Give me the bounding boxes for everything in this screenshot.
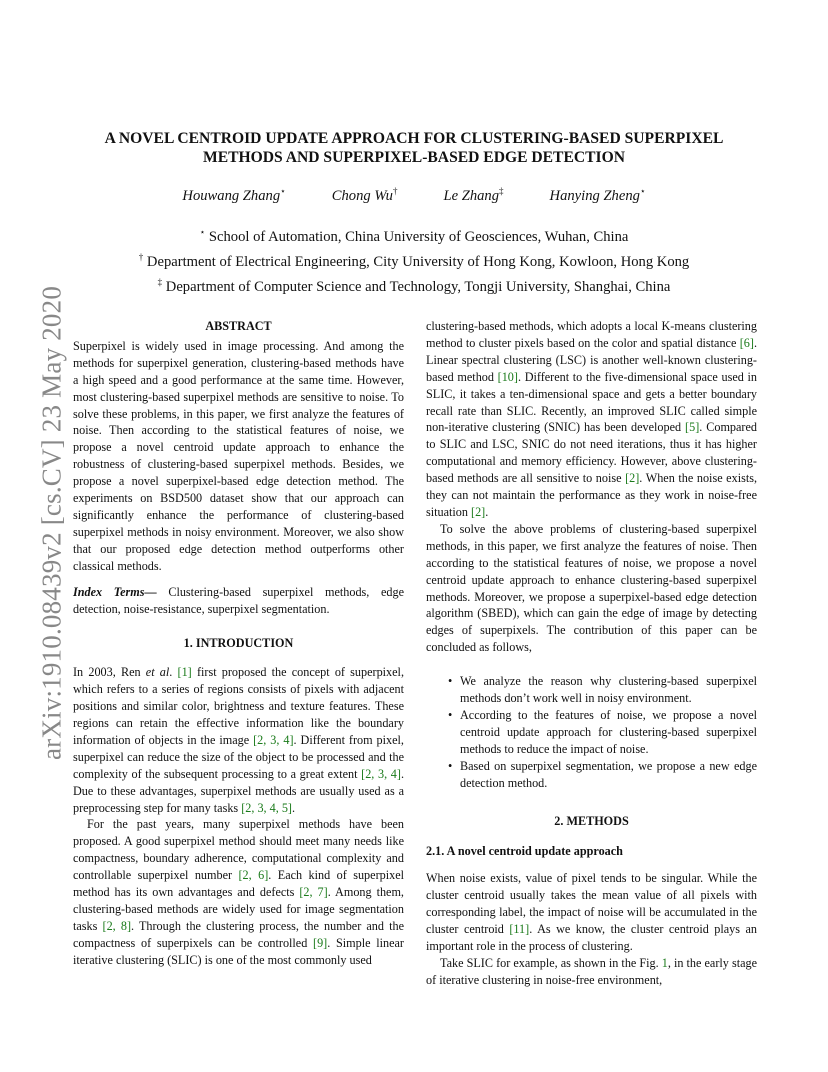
citation-link[interactable]: [2, 3, 4] — [361, 766, 401, 781]
citation-link[interactable]: [2, 3, 4, 5] — [241, 800, 292, 815]
text-run: . Each kind of superpixel method has its own advantages and defects — [73, 868, 404, 900]
affiliation-text: Department of Electrical Engineering, City University of Hong Kong, Kowloon, Hong Kong — [146, 253, 690, 270]
text-run: clustering-based methods, which adopts a local K-means clustering method to cluster pixels based on the color and spatial distance — [426, 319, 757, 350]
author — [550, 186, 646, 205]
paper-title — [60, 129, 768, 167]
intro-paragraph-2 — [73, 816, 404, 968]
index-terms — [73, 584, 404, 618]
abstract-text: Superpixel is widely used in image processing. And among the methods for superpixel generation, clustering-based methods have a high speed and a good performance at the same time. However, most clustering-based superpixel methods are sensitive to noise. To solve these problems, in this paper, we first analyze the features of noise. Then according to the statistical features of noise, we propose a novel centroid update approach to enhance the robustness of clustering-based superpixel methods. Besides, we propose a novel superpixel-based edge detection method. The experiments on BSD500 dataset show that our approach can significantly enhance the performance of clustering-based superpixel methods in noisy environment. Moreover, we also show that our proposed edge detection method outperforms other classical methods. — [73, 338, 404, 573]
text-run: . Linear spectral clustering (LSC) is another well-known clustering-based method — [426, 335, 757, 384]
author — [182, 186, 285, 205]
author-list — [60, 186, 768, 205]
text-run: . Compared to SLIC and LSC, SNIC do not need iterations, thus it has higher computational and memory efficiency. However, above clustering-based methods are all sensitive to noise — [426, 420, 757, 486]
citation-link[interactable]: [2, 3, 4] — [253, 732, 294, 747]
affiliations — [60, 222, 768, 297]
text-run: . Among them, clustering-based methods are widely used for image segmentation tasks — [73, 885, 404, 933]
citation-link[interactable]: [10] — [497, 369, 518, 384]
index-terms-text: Clustering-based superpixel methods, edge detection, noise-resistance, superpixel segmentation. — [73, 584, 404, 616]
author-mark: ⋆ — [280, 186, 286, 196]
affiliation-text: School of Automation, China University of Geosciences, Wuhan, China — [208, 228, 629, 245]
index-terms-label: Index Terms— — [73, 584, 157, 599]
affiliation — [60, 222, 768, 247]
text-run: . Through the clustering process, the number and the compactness of superpixels can be controlled — [73, 918, 404, 950]
citation-link[interactable]: [1] — [177, 665, 192, 680]
list-item: • According to the features of noise, we propose a novel centroid update approach for clustering-based superpixel methods to reduce the impact of noise. — [426, 707, 757, 758]
citation-link[interactable]: [2, 7] — [299, 885, 328, 900]
text-run: et al — [145, 665, 170, 680]
text-run: . Due to these advantages, superpixel methods are usually used as a preprocessing step for many tasks — [73, 766, 405, 815]
right-paragraph-2: To solve the above problems of clustering-based superpixel methods, in this paper, we first analyze the features of noise. Then according to the statistical features of noise, we propose a novel centroid update approach to enhance clustering-based superpixel methods. Moreover, we propose a superpixel-based edge detection algorithm (SBED), which can gain the edge of image by detecting edges of superpixels. The contribution of this paper can be concluded as follows, — [426, 521, 757, 655]
author-mark: † — [392, 186, 398, 196]
figure-link[interactable]: 1 — [661, 955, 668, 970]
affiliation-mark: ‡ — [157, 276, 163, 287]
affiliation-mark: † — [138, 251, 144, 262]
text-run: . When the noise exists, they can not maintain the performance as they work in noise-free situation — [426, 471, 757, 519]
citation-link[interactable]: [6] — [739, 335, 754, 350]
list-item: • We analyze the reason why clustering-based superpixel methods don’t work well in noisy environment. — [426, 673, 757, 707]
affiliation — [60, 247, 768, 272]
left-column — [73, 318, 404, 969]
citation-link[interactable]: [2] — [471, 504, 486, 519]
right-column — [426, 318, 757, 989]
author — [332, 186, 398, 205]
citation-link[interactable]: [2, 6] — [238, 868, 269, 883]
citation-link[interactable]: [2] — [625, 471, 640, 486]
methods-paragraph-1 — [426, 870, 757, 955]
affiliation-text: Department of Computer Science and Technology, Tongji University, Shanghai, China — [165, 278, 671, 295]
citation-link[interactable]: [2, 8] — [102, 918, 131, 933]
intro-heading: 1. INTRODUCTION — [183, 636, 294, 651]
title-line-1: A NOVEL CENTROID UPDATE APPROACH FOR CLUSTERING-BASED SUPERPIXEL — [104, 130, 724, 147]
right-paragraph-1 — [426, 318, 757, 521]
text-run: . — [169, 665, 178, 680]
text-run: For the past years, many superpixel methods have been proposed. A good superpixel method should meet many needs like compactness, boundary adherence, computational complexity and controllable superpixel number — [73, 817, 404, 883]
methods-paragraph-2 — [426, 955, 757, 989]
affiliation — [60, 272, 768, 297]
text-run: When noise exists, value of pixel tends to be singular. While the cluster centroid usually takes the mean value of all pixels with corresponding label, the impact of noise will be accumulated in the cluster centroid — [426, 871, 757, 936]
title-line-2: METHODS AND SUPERPIXEL-BASED EDGE DETECTION — [203, 149, 625, 166]
author-name: Hanying Zheng — [549, 187, 640, 204]
text-run: Take SLIC for example, as shown in the Fig. — [440, 955, 662, 970]
text-run: In 2003, Ren — [73, 665, 146, 680]
abstract-heading: ABSTRACT — [205, 319, 272, 333]
author-name: Chong Wu — [331, 187, 393, 204]
text-run: . Different to the five-dimensional space used in SLIC, it takes a ten-dimensional space and gets a better boundary recall rate than SLIC. Recently, an improved SLIC called simple non-iterative clustering (SNIC) has been developed — [426, 369, 757, 435]
subsection-heading: 2.1. A novel centroid update approach — [426, 844, 623, 859]
author-mark: ‡ — [499, 186, 504, 196]
author-name: Le Zhang — [443, 187, 500, 204]
citation-link[interactable]: [5] — [685, 420, 700, 435]
citation-link[interactable]: [11] — [509, 922, 530, 936]
citation-link[interactable]: [9] — [313, 935, 328, 950]
author — [443, 186, 503, 205]
text-run: . — [485, 504, 489, 519]
author-name: Houwang Zhang — [182, 187, 281, 204]
text-run: . Simple linear iterative clustering (SLIC) is one of the most commonly used — [73, 935, 404, 967]
affiliation-mark: ⋆ — [199, 227, 206, 237]
text-run: . As we know, the cluster centroid plays an important role in the process of clustering. — [426, 922, 757, 953]
arxiv-stamp: arXiv:1910.08439v2 [cs.CV] 23 May 2020 — [36, 285, 67, 761]
text-run: . — [292, 800, 296, 815]
intro-paragraph-1 — [73, 664, 404, 816]
methods-heading: 2. METHODS — [554, 814, 629, 829]
text-run: first proposed the concept of superpixel, which refers to a series of regions consists of pixels with adjacent positions and similar color, brightness and texture features. These regions can retain the effective information like the boundary information of objects in the image — [73, 665, 404, 747]
text-run: . Different from pixel, superpixel can reduce the size of the object to be processed and the complexity of the subsequent processing to a great extent — [73, 732, 404, 781]
contribution-list — [426, 673, 757, 791]
list-item: • Based on superpixel segmentation, we propose a new edge detection method. — [426, 758, 757, 792]
author-mark: ⋆ — [639, 186, 646, 196]
text-run: , in the early stage of iterative clustering in noise-free environment, — [426, 955, 757, 987]
